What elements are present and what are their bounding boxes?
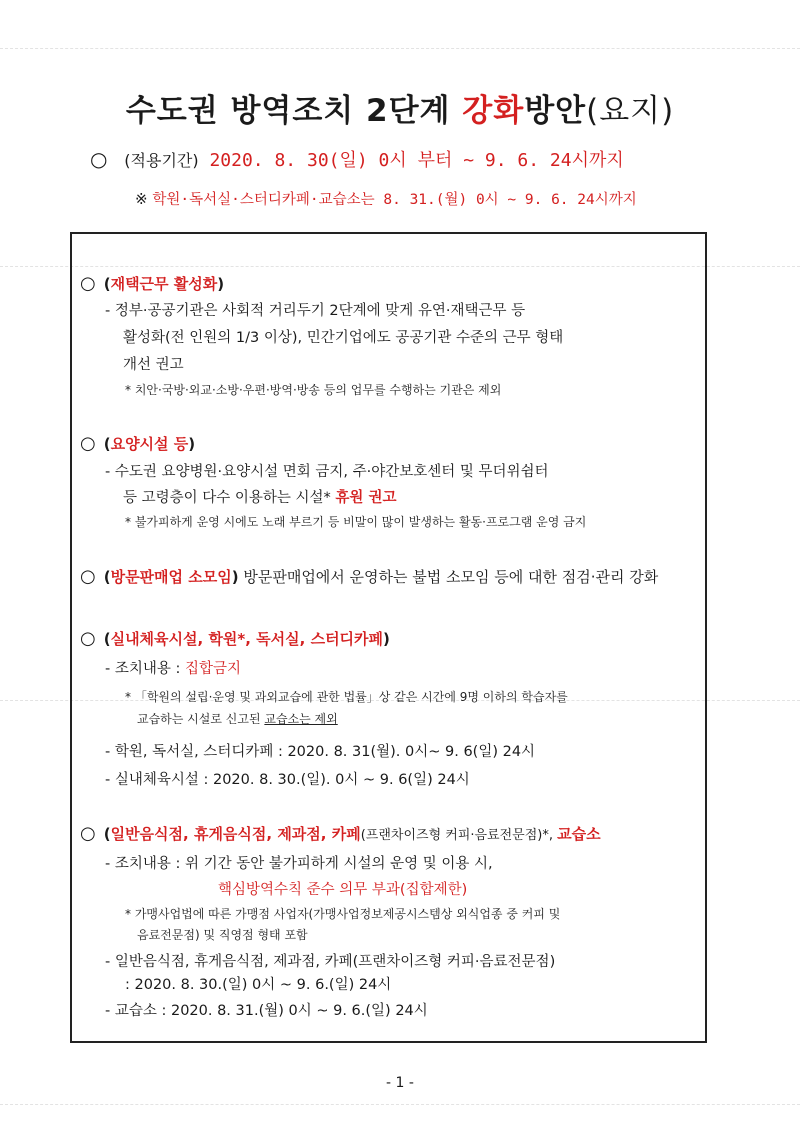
section-title: 실내체육시설, 학원*, 독서실, 스터디카페 bbox=[110, 630, 384, 648]
body-line: - 수도권 요양병원·요양시설 면회 금지, 주·야간보호센터 및 무더위쉼터 bbox=[105, 464, 549, 480]
footnote: * 가맹사업법에 따른 가맹점 사업자(가맹사업정보제공시스템상 외식업종 중 커피 및 bbox=[125, 907, 561, 921]
footnote: * 「학원의 설립·운영 및 과외교습에 관한 법률」상 같은 시간에 9명 이하의 학습자를 bbox=[125, 690, 568, 704]
section-title: 방문판매업 소모임 bbox=[110, 568, 232, 586]
section-heading: ○ (방문판매업 소모임) 방문판매업에서 운영하는 불법 소모임 등에 대한 점검·관리 강화 bbox=[80, 566, 659, 587]
circle-bullet-icon: ○ bbox=[80, 823, 96, 844]
sub-period bbox=[135, 188, 637, 209]
page-number: - 1 - bbox=[386, 1075, 414, 1091]
period-label: (적용기간) bbox=[124, 151, 199, 170]
sub-period-value: 학원·독서실·스터디카페·교습소는 8. 31.(월) 0시 ~ 9. 6. 24시까지 bbox=[152, 192, 637, 208]
body-text: 등 고령층이 다수 이용하는 시설* bbox=[123, 490, 336, 506]
circle-bullet-icon: ○ bbox=[90, 147, 108, 171]
section-heading: ○ (재택근무 활성화) bbox=[80, 273, 225, 294]
section-heading: ○ (실내체육시설, 학원*, 독서실, 스터디카페) bbox=[80, 628, 390, 649]
body-line: 활성화(전 인원의 1/3 이상), 민간기업에도 공공기관 수준의 근무 형태 bbox=[123, 330, 564, 346]
section-text: 방문판매업에서 운영하는 불법 소모임 등에 대한 점검·관리 강화 bbox=[238, 568, 659, 586]
reference-mark-icon: ※ bbox=[135, 190, 148, 208]
section-title: 재택근무 활성화 bbox=[110, 275, 218, 293]
title-text: 수도권 방역조치 2단계 bbox=[125, 93, 463, 129]
period-value: 2020. 8. 30(일) 0시 부터 ~ 9. 6. 24시까지 bbox=[209, 150, 624, 171]
circle-bullet-icon: ○ bbox=[80, 566, 96, 587]
scan-line bbox=[0, 48, 800, 50]
section-title-sub: (프랜차이즈형 커피·음료전문점)*, bbox=[360, 828, 558, 843]
circle-bullet-icon: ○ bbox=[80, 628, 96, 649]
schedule-line: - 실내체육시설 : 2020. 8. 30.(일). 0시 ~ 9. 6(일) 24시 bbox=[105, 772, 470, 788]
footnote bbox=[137, 710, 338, 727]
schedule-line: : 2020. 8. 30.(일) 0시 ~ 9. 6.(일) 24시 bbox=[125, 977, 392, 993]
measure-label: - 조치내용 : bbox=[105, 661, 185, 677]
title-text-tail: 방안 bbox=[524, 93, 587, 129]
measure-value: 집합금지 bbox=[184, 661, 242, 677]
scan-line bbox=[0, 1104, 800, 1106]
body-line: - 정부·공공기관은 사회적 거리두기 2단계에 맞게 유연·재택근무 등 bbox=[105, 303, 526, 319]
schedule-line: - 일반음식점, 휴게음식점, 제과점, 카페(프랜차이즈형 커피·음료전문점) bbox=[105, 954, 556, 970]
footnote: 음료전문점) 및 직영점 형태 포함 bbox=[137, 928, 308, 942]
body-line bbox=[123, 486, 396, 507]
footnote-text: 교습하는 시설로 신고된 bbox=[137, 712, 265, 726]
footnote: * 치안·국방·외교·소방·우편·방역·방송 등의 업무를 수행하는 기관은 제외 bbox=[125, 383, 502, 397]
schedule-line: - 학원, 독서실, 스터디카페 : 2020. 8. 31(월). 0시~ 9. 6(일) 24시 bbox=[105, 744, 536, 760]
schedule-line: - 교습소 : 2020. 8. 31.(월) 0시 ~ 9. 6.(일) 24시 bbox=[105, 1003, 428, 1019]
section-title: 요양시설 등 bbox=[110, 435, 189, 453]
body-line bbox=[105, 657, 241, 678]
footnote-underlined: 교습소는 제외 bbox=[264, 712, 338, 726]
obligation-text: 핵심방역수칙 준수 의무 부과(집합제한) bbox=[218, 882, 468, 898]
circle-bullet-icon: ○ bbox=[80, 433, 96, 454]
footnote: * 불가피하게 운영 시에도 노래 부르기 등 비말이 많이 발생하는 활동·프로그램 운영 금지 bbox=[125, 515, 587, 529]
section-title: 일반음식점, 휴게음식점, 제과점, 카페 bbox=[110, 825, 361, 843]
document-title bbox=[0, 85, 800, 130]
recommendation-text: 휴원 권고 bbox=[335, 490, 397, 506]
section-title-tail: 교습소 bbox=[557, 825, 601, 843]
body-line: 개선 권고 bbox=[123, 357, 184, 373]
body-line: - 조치내용 : 위 기간 동안 불가피하게 시설의 운영 및 이용 시, bbox=[105, 856, 493, 872]
title-highlight: 강화 bbox=[462, 93, 525, 129]
circle-bullet-icon: ○ bbox=[80, 273, 96, 294]
application-period bbox=[90, 146, 624, 172]
title-paren: (요지) bbox=[586, 93, 675, 129]
section-heading: ○ (일반음식점, 휴게음식점, 제과점, 카페(프랜차이즈형 커피·음료전문점)*, 교습소 bbox=[80, 823, 601, 844]
section-heading: ○ (요양시설 등) bbox=[80, 433, 196, 454]
